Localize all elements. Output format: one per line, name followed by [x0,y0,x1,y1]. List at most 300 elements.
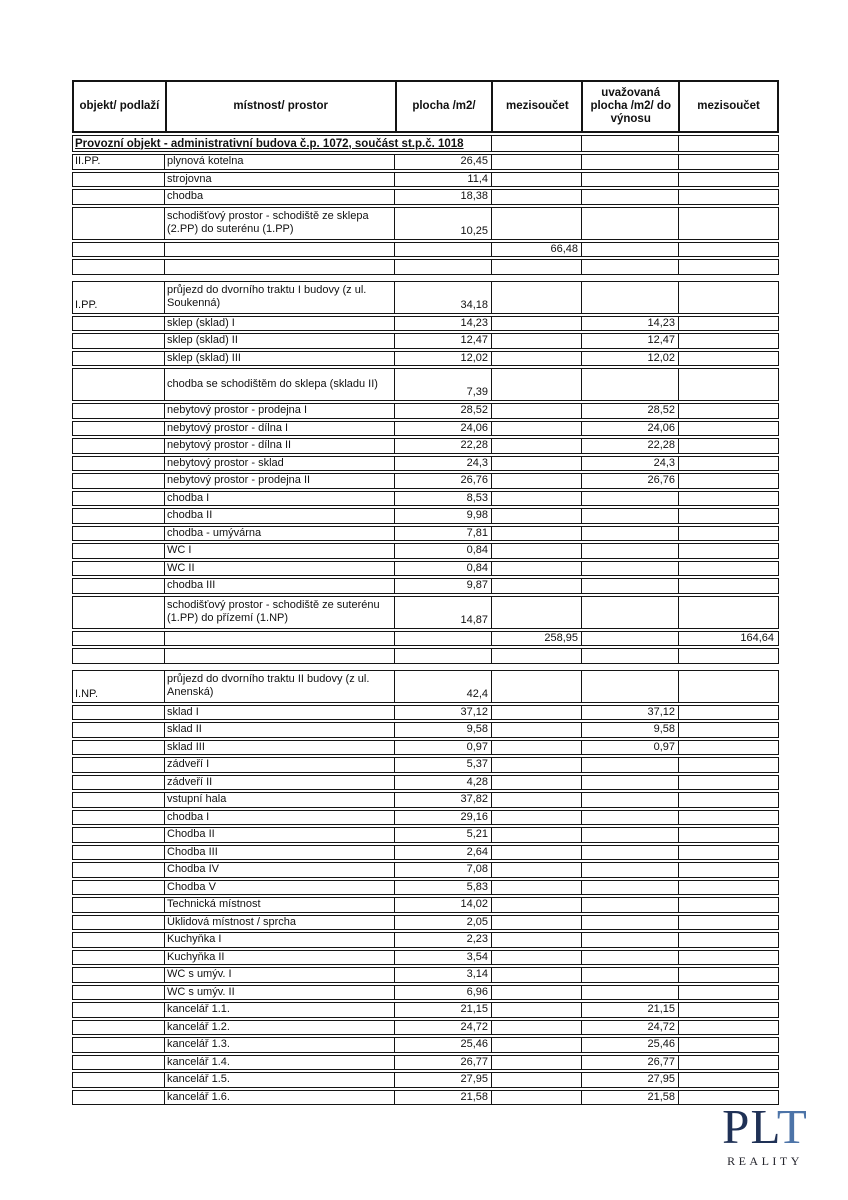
cell-floor [73,544,164,558]
cell-room [164,671,394,702]
cell-area-value: 26,76 [460,474,488,487]
cell-income-area-value: 28,52 [647,404,675,417]
cell-room-value: nebytový prostor - dílna II [167,439,292,452]
cell-floor [73,1038,164,1052]
cell-room-value: WC II [167,561,195,574]
table-row [72,880,779,896]
table-row [72,543,779,559]
cell-area [394,846,491,860]
cell-area [394,439,491,453]
cell-subtotal-2 [678,527,777,541]
cell-floor [73,881,164,895]
cell-room-value: Chodba IV [167,863,219,876]
cell-area-value: 27,95 [460,1073,488,1086]
cell-room [164,933,394,947]
cell-area-value: 26,77 [460,1055,488,1068]
cell-area [394,741,491,755]
cell-area [394,404,491,418]
cell-room [164,1073,394,1087]
cell-income-area-value: 14,23 [647,316,675,329]
cell-floor [73,951,164,965]
cell-area [394,1021,491,1035]
cell-floor [73,828,164,842]
cell-subtotal-2 [678,706,777,720]
cell-floor [73,492,164,506]
cell-room-value: Technická místnost [167,898,261,911]
cell-income-area [581,369,678,400]
cell-room-value: WC s umýv. II [167,985,235,998]
cell-subtotal-2 [678,474,777,488]
cell-subtotal-1 [491,457,581,471]
cell-income-area [581,155,678,169]
cell-subtotal-1 [491,208,581,239]
cell-room-value: nebytový prostor - dílna I [167,421,289,434]
cell-room-value: chodba se schodištěm do sklepa (skladu II) [167,378,378,390]
table-row [72,862,779,878]
cell-area-value: 24,06 [460,421,488,434]
cell-subtotal-1 [491,741,581,755]
cell-floor [73,741,164,755]
cell-income-area [581,793,678,807]
cell-area [394,579,491,593]
cell-room-value: kancelář 1.3. [167,1038,230,1051]
cell-floor [73,898,164,912]
area-table [72,80,779,1107]
cell-income-area [581,828,678,842]
cell-area [394,474,491,488]
cell-income-area-value: 24,72 [647,1020,675,1033]
header-cell-subtotal-2 [678,82,777,131]
cell-floor [73,1056,164,1070]
cell-income-area-value: 12,47 [647,334,675,347]
cell-area [394,881,491,895]
cell-subtotal-2 [678,1038,777,1052]
cell-subtotal-1 [491,776,581,790]
cell-area-value: 26,45 [460,155,488,168]
header-cell-area [395,82,492,131]
cell-subtotal-1 [491,881,581,895]
cell-income-area [581,527,678,541]
table-row [72,757,779,773]
table-row [72,189,779,205]
cell-room [164,562,394,576]
cell-subtotal-1 [491,579,581,593]
cell-area [394,509,491,523]
cell-room-value: chodba III [167,579,216,592]
cell-area [394,632,491,646]
cell-floor [73,155,164,169]
cell-income-area [581,1038,678,1052]
cell-room [164,352,394,366]
cell-room-value: WC s umýv. I [167,968,232,981]
cell-income-area [581,1056,678,1070]
cell-subtotal-2 [678,509,777,523]
header-cell-subtotal-1 [491,82,581,131]
cell-room [164,863,394,877]
cell-area-value: 37,82 [460,793,488,806]
table-row [72,561,779,577]
cell-floor-value: II.PP. [75,155,101,168]
cell-subtotal-2 [678,649,777,663]
cell-subtotal-2-value: 164,64 [740,631,774,644]
cell-area-value: 5,21 [466,828,488,841]
table-row [72,932,779,948]
cell-subtotal-2 [678,457,777,471]
table-row [72,722,779,738]
cell-subtotal-1 [491,1091,581,1105]
cell-area-value: 2,05 [466,915,488,928]
cell-subtotal-1 [491,706,581,720]
cell-room [164,1003,394,1017]
cell-area-value: 11,4 [467,172,488,185]
cell-area-value: 22,28 [460,439,488,452]
cell-income-area [581,457,678,471]
cell-area-value: 21,15 [460,1003,488,1016]
cell-room-value: chodba II [167,509,213,522]
cell-area [394,369,491,400]
cell-income-area-value: 24,06 [647,421,675,434]
cell-income-area [581,579,678,593]
cell-area [394,422,491,436]
cell-area-value: 3,14 [466,968,488,981]
cell-area-value: 24,72 [460,1020,488,1033]
cell-floor [73,811,164,825]
cell-room [164,317,394,331]
cell-area-value: 14,87 [460,613,488,626]
cell-subtotal-2 [678,898,777,912]
cell-income-area [581,317,678,331]
cell-floor [73,706,164,720]
cell-floor [73,986,164,1000]
cell-subtotal-2 [678,811,777,825]
cell-room [164,828,394,842]
cell-area [394,951,491,965]
cell-floor [73,1091,164,1105]
cell-subtotal-1 [491,811,581,825]
cell-room-value: chodba [167,190,204,203]
cell-income-area-value: 21,58 [647,1090,675,1103]
cell-room [164,706,394,720]
cell-area-value: 2,23 [466,933,488,946]
cell-room-value: sklad II [167,723,202,736]
cell-subtotal-1 [491,758,581,772]
cell-income-area [581,632,678,646]
table-row [72,1055,779,1071]
cell-area-value: 5,83 [466,880,488,893]
cell-income-area [581,562,678,576]
cell-subtotal-2 [678,863,777,877]
cell-floor [73,597,164,628]
cell-area-value: 0,84 [466,544,488,557]
cell-area-value: 21,58 [460,1090,488,1103]
cell-area [394,1056,491,1070]
cell-floor-value: I.NP. [75,687,99,700]
cell-floor [73,846,164,860]
cell-subtotal-2 [678,723,777,737]
cell-subtotal-1 [491,562,581,576]
cell-income-area [581,916,678,930]
cell-area-value: 34,18 [460,298,488,311]
cell-income-area [581,846,678,860]
cell-subtotal-1 [491,951,581,965]
cell-subtotal-1 [491,243,581,257]
cell-area [394,671,491,702]
cell-subtotal-1 [491,632,581,646]
cell-subtotal-1 [491,352,581,366]
cell-floor [73,527,164,541]
cell-subtotal-2 [678,260,777,274]
cell-subtotal-1 [491,1003,581,1017]
table-row [72,897,779,913]
table-row [72,154,779,170]
cell-subtotal-2 [678,597,777,628]
cell-floor [73,758,164,772]
cell-floor [73,260,164,274]
cell-room [164,190,394,204]
cell-room [164,334,394,348]
cell-income-area-value: 25,46 [647,1038,675,1051]
cell-room [164,282,394,313]
cell-area [394,863,491,877]
cell-floor [73,404,164,418]
cell-area [394,282,491,313]
cell-room-value: Kuchyňka I [167,933,222,946]
header-label: mezisoučet [697,100,760,112]
header-label: místnost/ prostor [233,100,328,112]
cell-subtotal-1 [491,671,581,702]
cell-room-value: chodba I [167,491,210,504]
cell-subtotal-2 [678,776,777,790]
cell-subtotal-1 [491,933,581,947]
cell-floor [73,243,164,257]
cell-area-value: 6,96 [466,985,488,998]
cell-area [394,811,491,825]
cell-room-value: Kuchyňka II [167,950,225,963]
cell-area [394,758,491,772]
table-row [72,421,779,437]
cell-floor [73,190,164,204]
cell-room-value: průjezd do dvorního traktu II budovy (z ul. Anenská) [167,673,370,698]
cell-floor [73,352,164,366]
cell-area [394,597,491,628]
table-row [72,705,779,721]
cell-area [394,706,491,720]
cell-room [164,649,394,663]
cell-subtotal-1 [491,828,581,842]
table-row [72,368,779,401]
cell-floor [73,439,164,453]
cell-subtotal-1 [491,1056,581,1070]
cell-room [164,1038,394,1052]
cell-area [394,334,491,348]
cell-room [164,632,394,646]
cell-floor [73,369,164,400]
cell-area [394,916,491,930]
cell-room [164,951,394,965]
cell-room [164,544,394,558]
cell-subtotal-1 [491,649,581,663]
cell-subtotal-2 [678,173,777,187]
cell-area [394,208,491,239]
cell-subtotal-1 [491,863,581,877]
cell-floor [73,317,164,331]
header-label: objekt/ podlaží [79,100,160,112]
logo-subtext: REALITY [727,1154,803,1168]
cell-room [164,881,394,895]
table-row [72,631,779,647]
cell-area [394,1073,491,1087]
cell-subtotal-1 [491,898,581,912]
cell-room [164,155,394,169]
cell-room-value: kancelář 1.1. [167,1003,230,1016]
cell-room [164,776,394,790]
cell-subtotal-2 [678,492,777,506]
table-row [72,967,779,983]
table-row [72,1020,779,1036]
cell-floor [73,1021,164,1035]
cell-area-value: 0,84 [466,561,488,574]
header-label: mezisoučet [506,100,569,112]
table-row [72,1090,779,1106]
cell-room [164,1091,394,1105]
cell-subtotal-2 [678,562,777,576]
cell-income-area [581,492,678,506]
cell-income-area [581,776,678,790]
table-row [72,670,779,703]
cell-income-area [581,544,678,558]
cell-income-area [581,208,678,239]
cell-area-value: 5,37 [466,758,488,771]
cell-room-value: kancelář 1.5. [167,1073,230,1086]
cell-income-area-value: 27,95 [647,1073,675,1086]
cell-area [394,1091,491,1105]
table-row [72,1002,779,1018]
cell-room [164,811,394,825]
cell-room-value: sklad III [167,740,205,753]
cell-area [394,155,491,169]
cell-area [394,562,491,576]
cell-room [164,243,394,257]
cell-area-value: 12,02 [460,351,488,364]
table-row [72,403,779,419]
cell-subtotal-1 [491,846,581,860]
cell-subtotal-1 [491,544,581,558]
table-row [72,473,779,489]
cell-subtotal-2 [678,1021,777,1035]
cell-income-area-value: 22,28 [647,439,675,452]
logo-letter: P [722,1099,751,1154]
cell-subtotal-1 [491,317,581,331]
cell-room-value: kancelář 1.2. [167,1020,230,1033]
cell-area-value: 7,81 [466,526,488,539]
cell-income-area [581,352,678,366]
cell-area-value: 7,08 [466,863,488,876]
cell-floor [73,474,164,488]
header-cell-room [165,82,395,131]
cell-income-area-value: 21,15 [647,1003,675,1016]
cell-subtotal-2 [678,881,777,895]
header-label: uvažovaná plocha /m2/ do výnosu [590,87,671,125]
cell-subtotal-2 [678,1056,777,1070]
cell-room-value: Chodba III [167,845,218,858]
cell-area [394,776,491,790]
cell-area-value: 18,38 [460,190,488,203]
cell-room-value: sklep (sklad) I [167,316,235,329]
cell-subtotal-2 [678,282,777,313]
cell-subtotal-1 [491,422,581,436]
cell-room [164,898,394,912]
cell-subtotal-1 [491,986,581,1000]
cell-subtotal-2 [678,334,777,348]
cell-area-value: 3,54 [466,950,488,963]
cell-subtotal-2 [678,986,777,1000]
header-cell-income-area [581,82,678,131]
cell-subtotal-1 [491,492,581,506]
cell-floor [73,776,164,790]
cell-subtotal-2 [678,352,777,366]
cell-room-value: schodišťový prostor - schodiště ze suterénu (1.PP) do přízemí (1.NP) [167,599,380,624]
cell-floor [73,334,164,348]
cell-subtotal-2 [678,579,777,593]
cell-subtotal-2 [678,404,777,418]
cell-income-area [581,951,678,965]
cell-subtotal-1 [491,155,581,169]
table-row [72,526,779,542]
cell-subtotal-1 [491,723,581,737]
cell-area-value: 12,47 [460,334,488,347]
cell-subtotal-2 [678,1003,777,1017]
cell-income-area [581,404,678,418]
cell-room-value: nebytový prostor - prodejna II [167,474,311,487]
cell-room-value: nebytový prostor - prodejna I [167,404,308,417]
cell-room-value: nebytový prostor - sklad [167,456,284,469]
header-cell-floor [74,82,165,131]
logo-letter: L [750,1099,777,1154]
cell-subtotal-1 [491,260,581,274]
cell-floor [73,1003,164,1017]
cell-income-area [581,671,678,702]
cell-floor [73,282,164,313]
cell-room [164,986,394,1000]
cell-income-area-value: 26,77 [647,1055,675,1068]
cell-room-value: vstupní hala [167,793,227,806]
cell-income-area [581,243,678,257]
cell-subtotal-1 [491,1038,581,1052]
cell-floor [73,562,164,576]
cell-subtotal-1 [491,1073,581,1087]
cell-floor [73,968,164,982]
cell-income-area-value: 24,3 [653,456,675,469]
cell-income-area [581,474,678,488]
cell-subtotal-1 [491,282,581,313]
cell-floor-value: I.PP. [75,298,98,311]
table-row [72,915,779,931]
cell-subtotal-1 [491,334,581,348]
table-row [72,333,779,349]
cell-area [394,260,491,274]
cell-area-value: 25,46 [460,1038,488,1051]
table-row [72,648,779,664]
cell-room [164,422,394,436]
cell-income-area [581,1003,678,1017]
cell-subtotal-2 [678,439,777,453]
cell-room [164,1056,394,1070]
cell-subtotal-2 [678,968,777,982]
cell-floor [73,649,164,663]
cell-income-area [581,190,678,204]
cell-income-area [581,863,678,877]
cell-subtotal-2 [678,933,777,947]
